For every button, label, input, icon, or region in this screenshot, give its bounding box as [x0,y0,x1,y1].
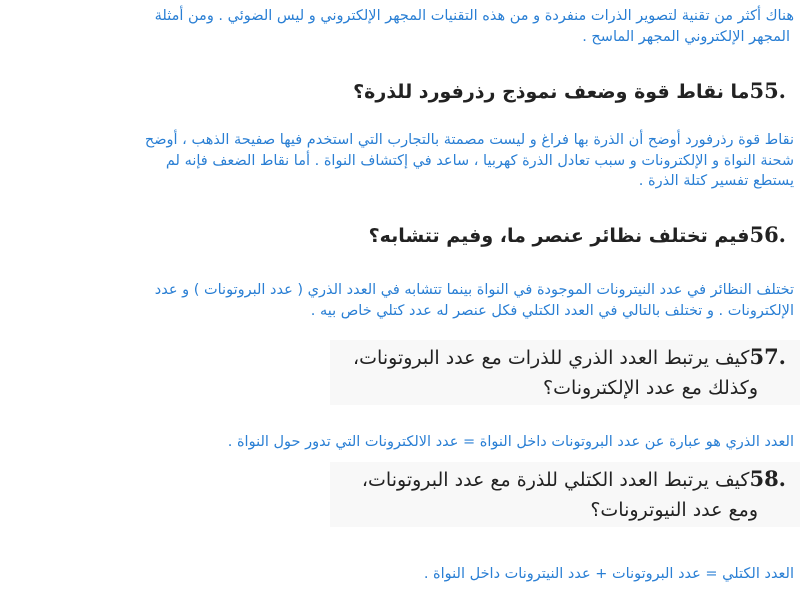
intro-line-1: هناك أكثر من تقنية لتصوير الذرات منفردة و من هذه التقنيات المجهر الإلكتروني و ليس الضوئي . ومن أمثلة [154,8,794,24]
answer-55 [0,130,800,192]
answer-58 [0,564,800,585]
answer-56-line-2: الإلكترونات . و تختلف بالتالي في العدد الكتلي فكل عنصر له عدد كتلي خاص بيه . [310,302,794,319]
question-57 [330,340,800,405]
answer-56 [0,280,800,321]
intro-paragraph [0,6,800,47]
question-57-line-1: 57.كيف يرتبط العدد الذري للذرات مع عدد البروتونات، [330,342,786,373]
answer-57-line-1: العدد الذري هو عبارة عن عدد البروتونات داخل النواة = عدد الالكترونات التي تدور حول النواة . [227,434,794,450]
question-58 [330,462,800,527]
question-58-number: 58. [749,466,786,491]
answer-55-line-2: شحنة النواة و الإلكترونات و سبب تعادل الذرة كهربيا ، ساعد في إكتشاف النواة . أما نقاط الضعف فإنه لم [165,152,794,169]
answer-55-line-3: يستطع تفسير كتلة الذرة . [638,173,794,189]
question-57-number: 57. [749,344,786,369]
answer-56-line-1: تختلف النظائر في عدد النيترونات الموجودة في النواة بينما تتشابه في العدد الذري ( عدد البروتونات ) و عدد [154,282,794,298]
question-58-line-1: 58.كيف يرتبط العدد الكتلي للذرة مع عدد البروتونات، [330,464,786,495]
question-58-line-2: ومع عدد النيوترونات؟ [590,499,758,521]
intro-line-2: المجهر الإلكتروني المجهر الماسح . [582,28,790,45]
answer-55-line-1: نقاط قوة رذرفورد أوضح أن الذرة بها فراغ و ليست مصمتة بالتجارب التي استخدم فيها صفيحة الذهب ، أوضح [144,132,794,148]
question-57-line-2: وكذلك مع عدد الإلكترونات؟ [542,377,758,399]
question-55-text: ما نقاط قوة وضعف نموذج رذرفورد للذرة؟ [353,81,750,103]
question-56-number: 56. [749,222,786,247]
question-56-text: فيم تختلف نظائر عنصر ما، وفيم تتشابه؟ [368,225,750,247]
question-55-number: 55. [749,78,786,103]
question-55 [0,78,800,105]
answer-57 [0,432,800,453]
answer-58-line-1: العدد الكتلي = عدد البروتونات + عدد النيترونات داخل النواة . [423,566,794,582]
question-56 [0,222,800,249]
